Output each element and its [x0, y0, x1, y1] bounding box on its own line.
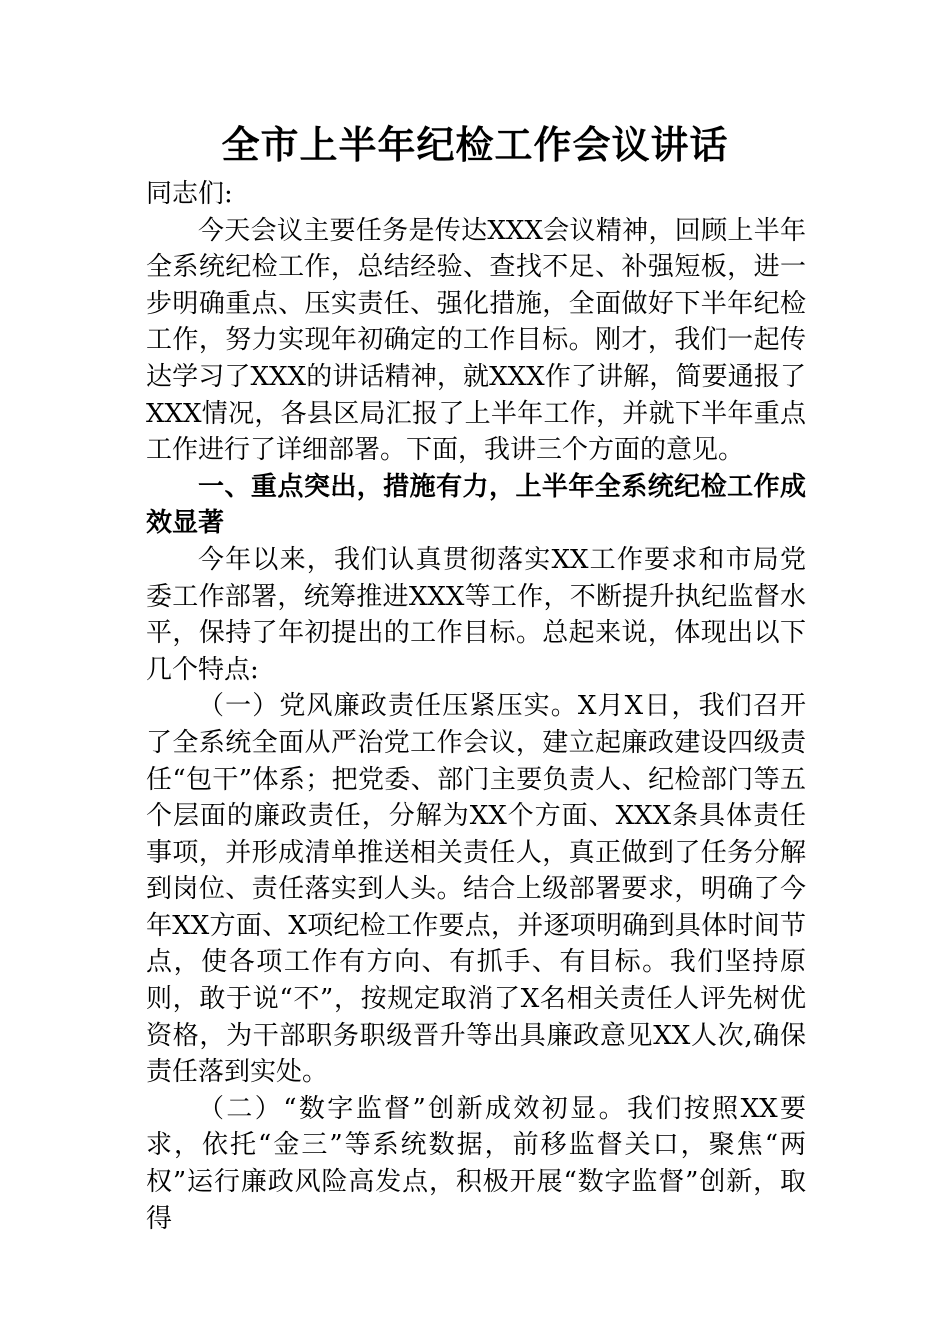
- paragraph-point-2: （二）“数字监督”创新成效初显。我们按照XX要求，依托“金三”等系统数据，前移监督关口，聚焦“两权”运行廉政风险高发点，积极开展“数字监督”创新，取得: [146, 1093, 806, 1234]
- section-heading-1: 一、重点突出，措施有力，上半年全系统纪检工作成效显著: [146, 471, 806, 539]
- paragraph-overview: 今年以来，我们认真贯彻落实XX工作要求和市局党委工作部署，统筹推进XXX等工作，不断提升执纪监督水平，保持了年初提出的工作目标。总起来说，体现出以下几个特点:: [146, 544, 806, 685]
- page-title: 全市上半年纪检工作会议讲话: [221, 122, 729, 167]
- paragraph-intro: 今天会议主要任务是传达XXX会议精神，回顾上半年全系统纪检工作，总结经验、查找不足、补强短板，进一步明确重点、压实责任、强化措施，全面做好下半年纪检工作，努力实现年初确定的工作目标。刚才，我们一起传达学习了XXX的讲话精神，就XXX作了讲解，简要通报了XXX情况，各县区局汇报了上半年工作，并就下半年重点工作进行了详细部署。下面，我讲三个方面的意见。: [146, 215, 806, 466]
- greeting: 同志们:: [146, 179, 233, 209]
- document-body: [146, 176, 806, 1237]
- paragraph-point-1: （一）党风廉政责任压紧压实。X月X日，我们召开了全系统全面从严治党工作会议，建立起廉政建设四级责任“包干”体系；把党委、部门主要负责人、纪检部门等五个层面的廉政责任，分解为XX个方面、XXX条具体责任事项，并形成清单推送相关责任人，真正做到了任务分解到岗位、责任落实到人头。结合上级部署要求，明确了今年XX方面、X项纪检工作要点，并逐项明确到具体时间节点，使各项工作有方向、有抓手、有目标。我们坚持原则，敢于说“不”，按规定取消了X名相关责任人评先树优资格，为干部职务职级晋升等出具廉政意见XX人次,确保责任落到实处。: [146, 691, 806, 1088]
